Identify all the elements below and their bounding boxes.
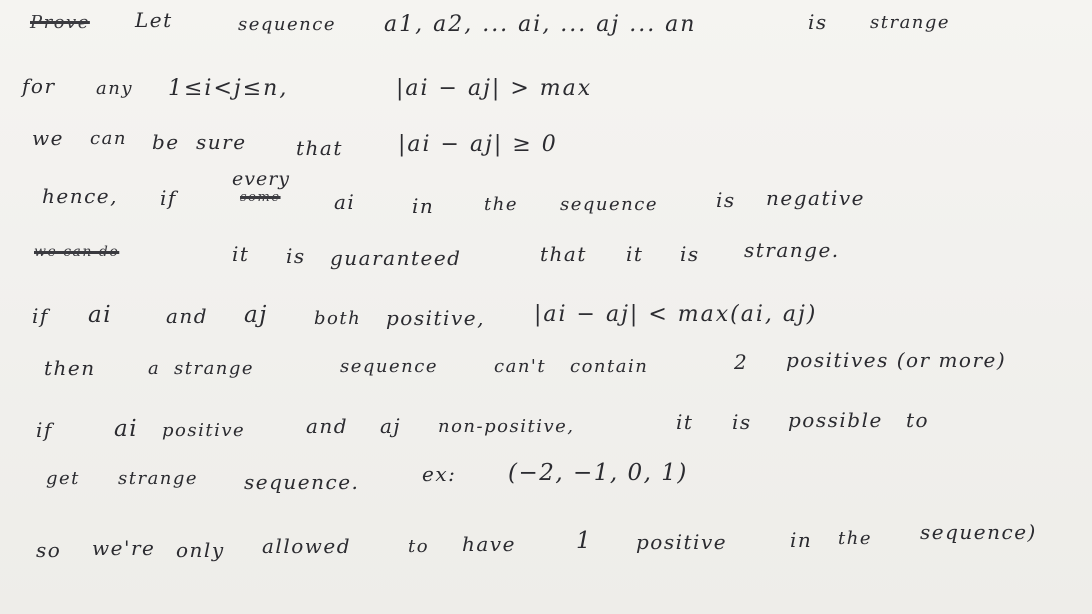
- struck-word: Prove: [30, 12, 90, 33]
- word: if: [36, 418, 53, 442]
- word: that: [540, 242, 587, 266]
- word: the: [838, 528, 872, 549]
- word: then: [44, 356, 96, 380]
- note-line-9: [0, 458, 1092, 498]
- word: Let: [135, 8, 173, 32]
- word: a: [148, 358, 161, 379]
- word: hence,: [42, 184, 118, 208]
- note-line-10: [0, 520, 1092, 566]
- word: is: [808, 10, 828, 34]
- note-line-2: [0, 68, 1092, 108]
- note-line-3: [0, 122, 1092, 162]
- word: and: [166, 304, 209, 328]
- word: both: [314, 308, 362, 329]
- word: be: [152, 130, 180, 154]
- word: sure: [196, 130, 247, 154]
- word: positive,: [386, 306, 485, 330]
- word: for: [22, 74, 56, 98]
- word: ai: [88, 302, 113, 328]
- word: in: [790, 528, 813, 552]
- note-line-8: [0, 408, 1092, 448]
- word: 2: [734, 350, 749, 374]
- word: and: [306, 414, 349, 438]
- word: is: [680, 242, 700, 266]
- word: if: [32, 304, 49, 328]
- word: positive: [162, 420, 246, 441]
- word: strange: [870, 12, 951, 33]
- word: have: [462, 532, 516, 556]
- word: get: [46, 468, 80, 489]
- word: ex:: [422, 462, 457, 486]
- word: it: [232, 242, 250, 266]
- word: sequence: [560, 194, 658, 215]
- inserted-word: every: [232, 168, 291, 190]
- word: possible: [788, 408, 883, 432]
- word: ai: [334, 190, 356, 214]
- word: in: [412, 194, 435, 218]
- math-expression: a1, a2, ... ai, ... aj ... an: [384, 12, 697, 37]
- word: strange: [174, 358, 255, 379]
- word: if: [160, 186, 177, 210]
- word: that: [296, 136, 343, 160]
- word: ai: [114, 416, 139, 442]
- word: aj: [244, 302, 268, 328]
- word: can: [90, 128, 127, 149]
- word: positives (or more): [786, 348, 1007, 372]
- word: we're: [92, 536, 156, 560]
- word: can't: [494, 356, 547, 377]
- word: we: [32, 126, 64, 150]
- word: 1: [576, 528, 593, 554]
- word: is: [732, 410, 752, 434]
- word: sequence: [340, 356, 438, 377]
- math-expression: 1≤i<j≤n,: [168, 76, 289, 101]
- word: is: [286, 244, 306, 268]
- word: non-positive,: [438, 416, 575, 437]
- word: strange: [118, 468, 199, 489]
- word: any: [96, 78, 133, 99]
- word: to: [906, 408, 930, 432]
- math-expression: |ai − aj| < max(ai, aj): [534, 302, 818, 327]
- word: it: [626, 242, 644, 266]
- math-expression: |ai − aj| ≥ 0: [398, 132, 558, 157]
- math-expression: (−2, −1, 0, 1): [508, 460, 688, 486]
- word: is: [716, 188, 736, 212]
- word: strange.: [744, 238, 840, 262]
- word: positive: [636, 530, 728, 554]
- word: negative: [766, 186, 866, 210]
- word: guaranteed: [330, 246, 462, 270]
- struck-word: some: [240, 190, 281, 205]
- word: aj: [380, 414, 402, 438]
- word: only: [176, 538, 225, 562]
- word: so: [36, 538, 62, 562]
- struck-word: we can do: [34, 244, 120, 260]
- word: sequence): [920, 520, 1037, 544]
- word: the: [484, 194, 518, 215]
- word: contain: [570, 356, 649, 377]
- word: to: [408, 536, 430, 557]
- note-line-7: [0, 346, 1092, 386]
- note-line-4: [0, 168, 1092, 218]
- note-line-6: [0, 296, 1092, 336]
- math-expression: |ai − aj| > max: [396, 76, 593, 101]
- note-line-5: [0, 236, 1092, 276]
- word: allowed: [262, 534, 352, 558]
- word: it: [676, 410, 694, 434]
- note-line-1: [0, 4, 1092, 44]
- word: sequence: [238, 14, 336, 35]
- word: sequence.: [244, 470, 360, 494]
